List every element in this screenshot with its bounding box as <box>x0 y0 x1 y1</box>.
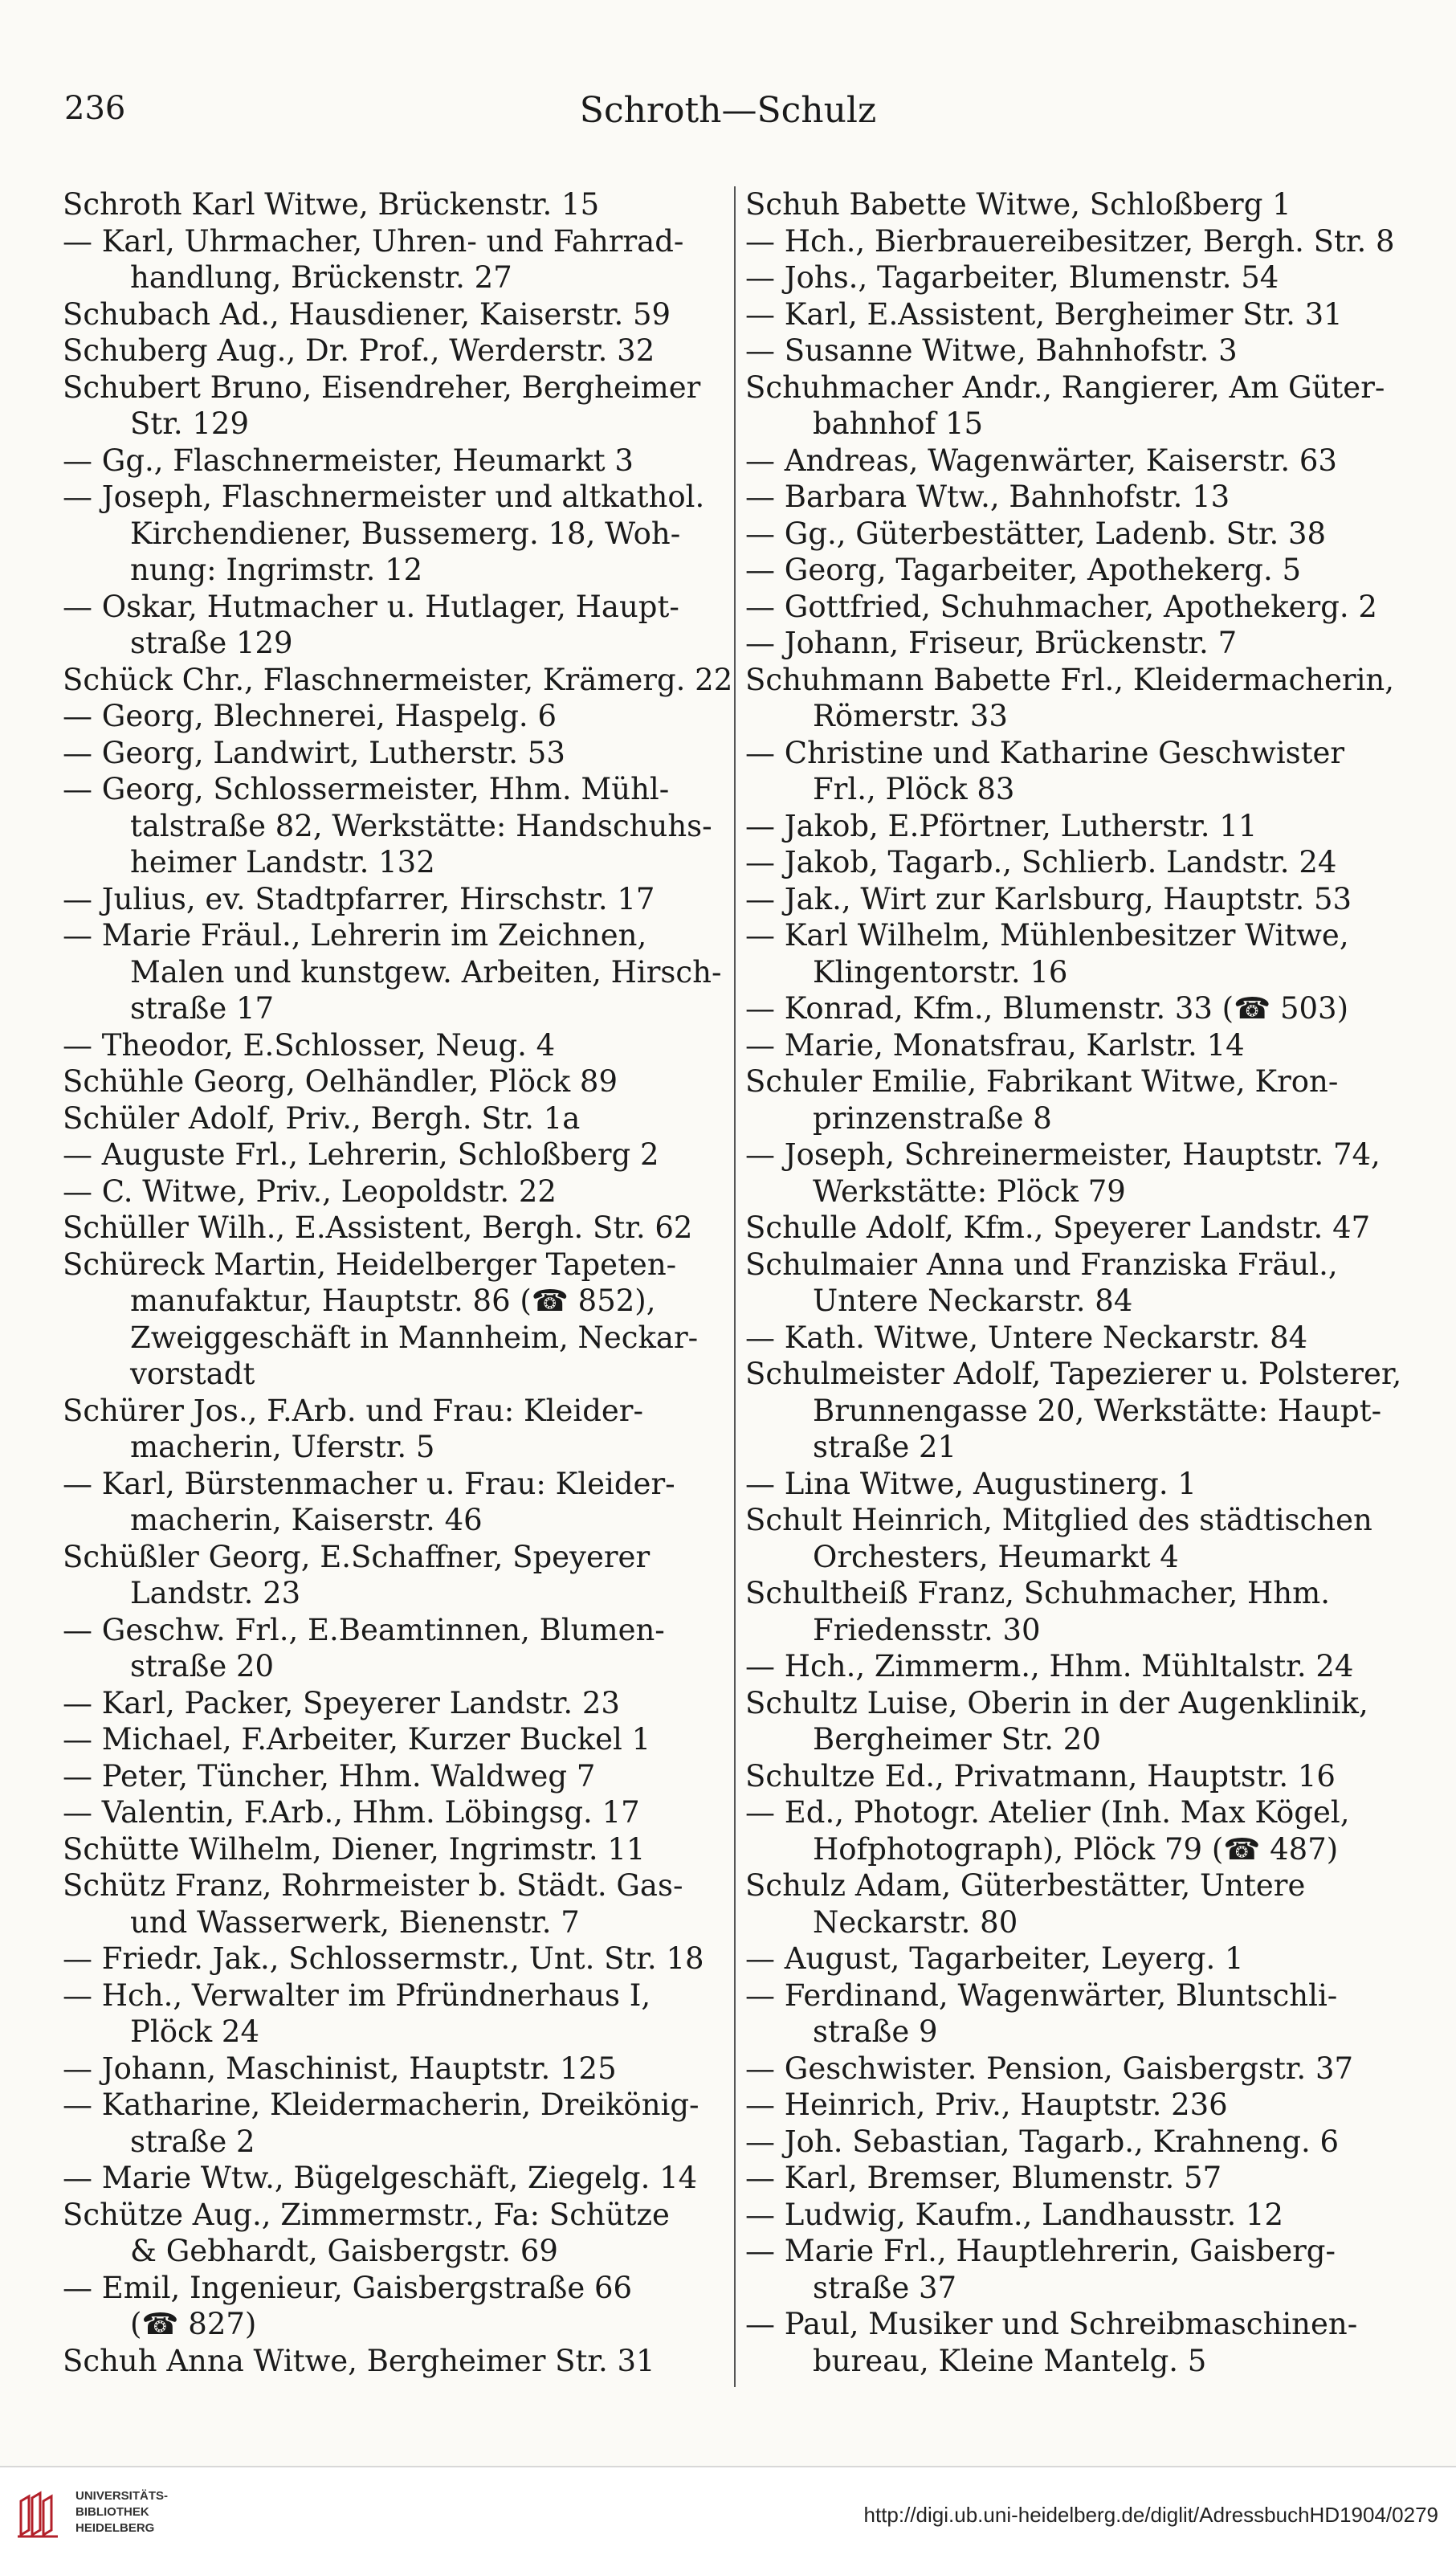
directory-entry-line: — Johs., Tagarbeiter, Blumenstr. 54 <box>745 260 1279 295</box>
logo-line: BIBLIOTHEK <box>75 2505 149 2519</box>
directory-entry-line: — Christine und Katharine Geschwister <box>745 735 1345 770</box>
directory-entry-line: — Susanne Witwe, Bahnhofstr. 3 <box>745 333 1238 368</box>
directory-entry-line: bureau, Kleine Mantelg. 5 <box>813 2343 1207 2378</box>
directory-entry-line: Zweiggeschäft in Mannheim, Neckar- <box>130 1320 699 1355</box>
directory-entry-line: — Friedr. Jak., Schlossermstr., Unt. Str. 18 <box>63 1941 704 1976</box>
directory-entry-line: — Karl, Uhrmacher, Uhren- und Fahrrad- <box>63 223 684 259</box>
directory-entry-line: straße 9 <box>813 2014 938 2049</box>
directory-entry-line: Schultz Luise, Oberin in der Augenklinik, <box>745 1685 1368 1720</box>
directory-entry-line: — Paul, Musiker und Schreibmaschinen- <box>745 2307 1358 2341</box>
directory-entry-line: — Michael, F.Arbeiter, Kurzer Buckel 1 <box>63 1722 651 1757</box>
directory-entry-line: — Karl, Bremser, Blumenstr. 57 <box>745 2161 1222 2195</box>
directory-entry-line: — Peter, Tüncher, Hhm. Waldweg 7 <box>63 1758 596 1794</box>
directory-entry-line: — Barbara Wtw., Bahnhofstr. 13 <box>745 480 1230 514</box>
directory-entry-line: — Ludwig, Kaufm., Landhausstr. 12 <box>745 2197 1284 2232</box>
directory-entry-line: straße 129 <box>130 626 293 660</box>
directory-entry-line: heimer Landstr. 132 <box>130 845 435 879</box>
directory-entry-line: — Emil, Ingenieur, Gaisbergstraße 66 <box>63 2270 633 2305</box>
directory-entry-line: bahnhof 15 <box>813 406 984 441</box>
directory-entry-line: — Gottfried, Schuhmacher, Apothekerg. 2 <box>745 589 1377 624</box>
directory-entry-line: — Karl, E.Assistent, Bergheimer Str. 31 <box>745 296 1343 332</box>
directory-entry-line: Schulmaier Anna und Franziska Fräul., <box>745 1247 1338 1282</box>
logo-line: UNIVERSITÄTS- <box>75 2489 169 2503</box>
directory-entry-line: — Andreas, Wagenwärter, Kaiserstr. 63 <box>745 443 1337 478</box>
directory-entry-line: Frl., Plöck 83 <box>813 772 1015 806</box>
directory-entry-line: Schuh Anna Witwe, Bergheimer Str. 31 <box>63 2343 655 2378</box>
directory-entry-line: Schürer Jos., F.Arb. und Frau: Kleider- <box>63 1393 643 1428</box>
directory-entry-line: Schühle Georg, Oelhändler, Plöck 89 <box>63 1064 618 1099</box>
directory-entry-line: Schütz Franz, Rohrmeister b. Städt. Gas- <box>63 1868 683 1903</box>
directory-entry-line: — Marie Wtw., Bügelgeschäft, Ziegelg. 14 <box>63 2161 698 2195</box>
directory-entry-line: — Gg., Flaschnermeister, Heumarkt 3 <box>63 443 634 478</box>
directory-entry-line: Kirchendiener, Bussemerg. 18, Woh- <box>130 516 681 551</box>
directory-entry-line: — Theodor, E.Schlosser, Neug. 4 <box>63 1027 556 1063</box>
directory-entry-line: — Joh. Sebastian, Tagarb., Krahneng. 6 <box>745 2124 1340 2159</box>
directory-entry-line: — Hch., Bierbrauereibesitzer, Bergh. Str. 8 <box>745 223 1395 259</box>
directory-entry-line: — August, Tagarbeiter, Leyerg. 1 <box>745 1941 1244 1976</box>
directory-entry-line: Schulle Adolf, Kfm., Speyerer Landstr. 47 <box>745 1210 1371 1245</box>
directory-entry-line: — Georg, Tagarbeiter, Apothekerg. 5 <box>745 553 1302 587</box>
directory-entry-line: straße 20 <box>130 1649 275 1683</box>
directory-entry-line: Schuhmacher Andr., Rangierer, Am Güter- <box>745 369 1385 405</box>
directory-entry-line: macherin, Kaiserstr. 46 <box>130 1503 483 1537</box>
directory-entry-line: Schult Heinrich, Mitglied des städtischen <box>745 1503 1372 1537</box>
directory-entry-line: Schüler Adolf, Priv., Bergh. Str. 1a <box>63 1100 581 1136</box>
directory-entry-line: — Joseph, Schreinermeister, Hauptstr. 74, <box>745 1137 1381 1172</box>
directory-entry-line: — Karl, Packer, Speyerer Landstr. 23 <box>63 1685 620 1720</box>
directory-entry-line: — Hch., Verwalter im Pfründnerhaus I, <box>63 1977 651 2013</box>
directory-entry-line: Schück Chr., Flaschnermeister, Krämerg. 22 <box>63 662 733 697</box>
directory-entry-line: vorstadt <box>130 1357 255 1391</box>
directory-entry-line: Schubert Bruno, Eisendreher, Bergheimer <box>63 369 701 405</box>
directory-entry-line: Friedensstr. 30 <box>813 1612 1041 1647</box>
directory-entry-line: — Julius, ev. Stadtpfarrer, Hirschstr. 17 <box>63 881 655 916</box>
directory-entry-line: — Karl Wilhelm, Mühlenbesitzer Witwe, <box>745 918 1349 953</box>
logo-line: HEIDELBERG <box>75 2521 155 2535</box>
directory-entry-line: — Marie Frl., Hauptlehrerin, Gaisberg- <box>745 2234 1336 2268</box>
column-divider <box>734 186 736 2387</box>
directory-entry-line: — Johann, Friseur, Brückenstr. 7 <box>745 626 1238 660</box>
directory-entry-line: — Heinrich, Priv., Hauptstr. 236 <box>745 2087 1228 2122</box>
directory-entry-line: — Jakob, Tagarb., Schlierb. Landstr. 24 <box>745 845 1337 879</box>
directory-entry-line: Schüßler Georg, E.Schaffner, Speyerer <box>63 1539 651 1574</box>
left-column <box>63 186 737 2379</box>
directory-entry-line: — Geschwister. Pension, Gaisbergstr. 37 <box>745 2051 1354 2086</box>
directory-entry-line: Schuhmann Babette Frl., Kleidermacherin, <box>745 662 1395 697</box>
directory-entry-line: Orchesters, Heumarkt 4 <box>813 1539 1179 1574</box>
directory-entry-line: straße 37 <box>813 2270 957 2305</box>
directory-entry-line: Schubach Ad., Hausdiener, Kaiserstr. 59 <box>63 296 671 332</box>
directory-entry-line: Untere Neckarstr. 84 <box>813 1284 1133 1318</box>
directory-entry-line: Str. 129 <box>130 406 249 441</box>
directory-entry-line: Malen und kunstgew. Arbeiten, Hirsch- <box>130 954 722 990</box>
directory-entry-line: Schütze Aug., Zimmermstr., Fa: Schütze <box>63 2197 670 2232</box>
directory-entry-line: Klingentorstr. 16 <box>813 954 1068 990</box>
directory-entry-line: — Valentin, F.Arb., Hhm. Löbingsg. 17 <box>63 1795 640 1830</box>
directory-entry-line: macherin, Uferstr. 5 <box>130 1430 435 1464</box>
directory-entry-line: straße 17 <box>130 991 275 1026</box>
directory-entry-line: Brunnengasse 20, Werkstätte: Haupt- <box>813 1393 1382 1428</box>
directory-entry-line: Schüreck Martin, Heidelberger Tapeten- <box>63 1247 677 1282</box>
right-column <box>745 186 1420 2379</box>
directory-entry-line: — Ferdinand, Wagenwärter, Bluntschli- <box>745 1977 1338 2013</box>
library-logo-text <box>75 2488 168 2536</box>
directory-entry-line: talstraße 82, Werkstätte: Handschuhs- <box>130 808 712 843</box>
directory-entry-line: Schultze Ed., Privatmann, Hauptstr. 16 <box>745 1758 1336 1794</box>
directory-entry-line: und Wasserwerk, Bienenstr. 7 <box>130 1904 580 1940</box>
directory-entry-line: — Auguste Frl., Lehrerin, Schloßberg 2 <box>63 1137 659 1172</box>
directory-entry-line: Plöck 24 <box>130 2014 259 2049</box>
directory-entry-line: nung: Ingrimstr. 12 <box>130 553 423 587</box>
directory-entry-line: — Hch., Zimmerm., Hhm. Mühltalstr. 24 <box>745 1649 1354 1683</box>
directory-entry-line: Schultheiß Franz, Schuhmacher, Hhm. <box>745 1576 1330 1610</box>
directory-entry-line: Schroth Karl Witwe, Brückenstr. 15 <box>63 187 600 222</box>
directory-entry-line: — Lina Witwe, Augustinerg. 1 <box>745 1466 1197 1501</box>
directory-entry-line: Bergheimer Str. 20 <box>813 1722 1101 1757</box>
source-url-link[interactable]: http://digi.ub.uni-heidelberg.de/diglit/AdressbuchHD1904/0279 <box>863 2503 1438 2527</box>
directory-entry-line: — Jak., Wirt zur Karlsburg, Hauptstr. 53 <box>745 881 1352 916</box>
directory-entry-line: — C. Witwe, Priv., Leopoldstr. 22 <box>63 1173 557 1209</box>
directory-entry-line: prinzenstraße 8 <box>813 1100 1052 1136</box>
directory-entry-line: Schuler Emilie, Fabrikant Witwe, Kron- <box>745 1064 1339 1099</box>
directory-entry-line: — Johann, Maschinist, Hauptstr. 125 <box>63 2051 617 2086</box>
directory-entry-line: — Karl, Bürstenmacher u. Frau: Kleider- <box>63 1466 675 1501</box>
directory-entry-line: — Katharine, Kleidermacherin, Dreikönig- <box>63 2087 699 2122</box>
directory-entry-line: — Joseph, Flaschnermeister und altkathol. <box>63 480 705 514</box>
directory-entry-line: — Geschw. Frl., E.Beamtinnen, Blumen- <box>63 1612 665 1647</box>
library-logo-icon <box>16 2490 63 2540</box>
directory-entry-line: — Georg, Blechnerei, Haspelg. 6 <box>63 699 557 733</box>
directory-entry-line: — Georg, Schlossermeister, Hhm. Mühl- <box>63 772 670 806</box>
directory-entry-line: Schulz Adam, Güterbestätter, Untere <box>745 1868 1306 1903</box>
directory-entry-line: Schüller Wilh., E.Assistent, Bergh. Str. 62 <box>63 1210 693 1245</box>
directory-entry-line: — Marie, Monatsfrau, Karlstr. 14 <box>745 1027 1245 1063</box>
directory-entry-line: — Oskar, Hutmacher u. Hutlager, Haupt- <box>63 589 679 624</box>
directory-entry-line: (☎ 827) <box>130 2307 257 2341</box>
directory-entry-line: — Marie Fräul., Lehrerin im Zeichnen, <box>63 918 647 953</box>
directory-entry-line: Neckarstr. 80 <box>813 1904 1018 1940</box>
directory-entry-line: Schuberg Aug., Dr. Prof., Werderstr. 32 <box>63 333 655 368</box>
directory-entry-line: handlung, Brückenstr. 27 <box>130 260 512 295</box>
directory-entry-line: straße 2 <box>130 2124 255 2159</box>
directory-entry-line: Hofphotograph), Plöck 79 (☎ 487) <box>813 1831 1339 1867</box>
directory-entry-line: Römerstr. 33 <box>813 699 1008 733</box>
directory-entry-line: — Konrad, Kfm., Blumenstr. 33 (☎ 503) <box>745 991 1349 1026</box>
footer-bar <box>0 2466 1456 2567</box>
running-title: Schroth—Schulz <box>579 90 877 131</box>
directory-entry-line: — Gg., Güterbestätter, Ladenb. Str. 38 <box>745 516 1327 551</box>
directory-entry-line: — Kath. Witwe, Untere Neckarstr. 84 <box>745 1320 1308 1355</box>
directory-entry-line: manufaktur, Hauptstr. 86 (☎ 852), <box>130 1284 656 1318</box>
directory-entry-line: — Georg, Landwirt, Lutherstr. 53 <box>63 735 565 770</box>
directory-entry-line: Schütte Wilhelm, Diener, Ingrimstr. 11 <box>63 1831 646 1867</box>
directory-entry-line: & Gebhardt, Gaisbergstr. 69 <box>130 2234 558 2268</box>
directory-entry-line: Schuh Babette Witwe, Schloßberg 1 <box>745 187 1291 222</box>
page-number: 236 <box>64 90 126 127</box>
directory-entry-line: Werkstätte: Plöck 79 <box>813 1173 1126 1209</box>
directory-entry-line: straße 21 <box>813 1430 957 1464</box>
directory-entry-line: Schulmeister Adolf, Tapezierer u. Polsterer, <box>745 1357 1402 1391</box>
directory-entry-line: — Jakob, E.Pförtner, Lutherstr. 11 <box>745 808 1258 843</box>
directory-entry-line: — Ed., Photogr. Atelier (Inh. Max Kögel, <box>745 1795 1350 1830</box>
directory-entry-line: Landstr. 23 <box>130 1576 301 1610</box>
